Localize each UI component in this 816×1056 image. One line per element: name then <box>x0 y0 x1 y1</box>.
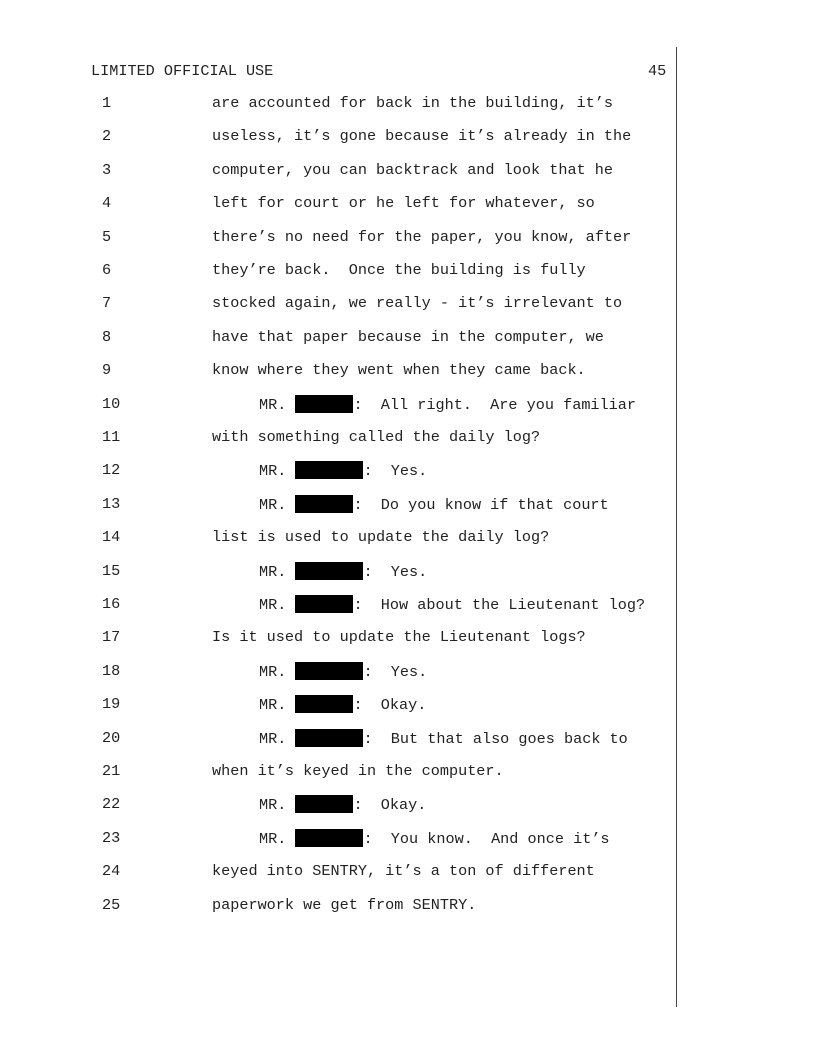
line-number: 1 <box>102 94 112 112</box>
transcript-line <box>0 261 676 281</box>
line-text: know where they went when they came back. <box>212 361 586 380</box>
line-number: 15 <box>102 561 121 580</box>
speech-text: : You know. And once it’s <box>363 829 610 848</box>
line-number: 11 <box>102 428 121 446</box>
transcript-line <box>0 595 676 615</box>
speaker-prefix: MR. <box>259 495 287 514</box>
transcript-line <box>0 228 676 248</box>
transcript-line <box>0 161 676 181</box>
line-number: 18 <box>102 661 121 680</box>
line-number: 9 <box>102 361 112 380</box>
speech-text: : Yes. <box>363 662 428 681</box>
line-number: 3 <box>102 160 112 179</box>
transcript-line <box>0 361 676 381</box>
line-text: left for court or he left for whatever, so <box>212 194 595 213</box>
transcript-line <box>0 862 676 882</box>
redacted-name <box>295 829 363 847</box>
transcript-line <box>0 528 676 548</box>
speaker-prefix: MR. <box>259 696 287 715</box>
speech-text: : Do you know if that court <box>353 495 609 514</box>
speaker-prefix: MR. <box>259 596 287 614</box>
line-text: are accounted for back in the building, it’s <box>212 94 614 112</box>
transcript-line <box>0 695 676 715</box>
redacted-name <box>295 795 353 813</box>
line-number: 13 <box>102 494 121 513</box>
line-text: list is used to update the daily log? <box>212 528 550 547</box>
speaker-prefix: MR. <box>259 729 287 748</box>
speaker-line <box>259 829 610 848</box>
redacted-name <box>295 395 353 413</box>
line-number: 22 <box>102 795 121 814</box>
speech-text: : Yes. <box>363 462 428 481</box>
redacted-name <box>295 662 363 680</box>
redacted-name <box>295 595 353 613</box>
speaker-prefix: MR. <box>259 662 287 681</box>
line-text: computer, you can backtrack and look that he <box>212 160 614 179</box>
classification-header: LIMITED OFFICIAL USE <box>91 62 274 80</box>
speech-text: : But that also goes back to <box>363 729 628 748</box>
transcript-line <box>0 495 676 515</box>
speaker-prefix: MR. <box>259 462 287 481</box>
line-number: 20 <box>102 728 121 747</box>
redacted-name <box>295 562 363 580</box>
speech-text: : Okay. <box>353 696 427 715</box>
line-number: 6 <box>102 261 112 279</box>
line-text: useless, it’s gone because it’s already in the <box>212 127 632 146</box>
speech-text: : All right. Are you familiar <box>353 395 637 414</box>
line-number: 16 <box>102 595 121 613</box>
speaker-line <box>259 562 427 581</box>
speaker-line <box>259 395 636 414</box>
redacted-name <box>295 729 363 747</box>
line-text: stocked again, we really - it’s irrelevant to <box>212 294 623 313</box>
line-number: 23 <box>102 828 121 847</box>
line-number: 2 <box>102 127 112 146</box>
speaker-prefix: MR. <box>259 562 287 581</box>
line-number: 7 <box>102 294 112 313</box>
transcript-line <box>0 127 676 147</box>
speaker-line <box>259 662 427 681</box>
line-text: keyed into SENTRY, it’s a ton of different <box>212 862 595 881</box>
transcript-line <box>0 428 676 448</box>
speaker-line <box>259 461 427 480</box>
transcript-line <box>0 562 676 582</box>
line-number: 14 <box>102 528 121 547</box>
redacted-name <box>295 461 363 479</box>
line-number: 24 <box>102 862 121 881</box>
speaker-line <box>259 495 609 514</box>
speaker-line <box>259 795 426 814</box>
transcript-line <box>0 729 676 749</box>
redacted-name <box>295 695 353 713</box>
line-text: when it’s keyed in the computer. <box>212 762 504 780</box>
line-number: 12 <box>102 461 121 480</box>
transcript-line <box>0 896 676 916</box>
transcript-line <box>0 795 676 815</box>
line-text: with something called the daily log? <box>212 428 541 446</box>
line-text: Is it used to update the Lieutenant logs? <box>212 628 586 647</box>
transcript-line <box>0 461 676 481</box>
line-number: 10 <box>102 394 121 413</box>
line-number: 5 <box>102 227 112 246</box>
speech-text: : Yes. <box>363 562 428 581</box>
speaker-prefix: MR. <box>259 829 287 848</box>
page-number: 45 <box>648 62 667 80</box>
transcript-line <box>0 328 676 348</box>
line-number: 21 <box>102 762 121 780</box>
transcript-line <box>0 628 676 648</box>
line-number: 17 <box>102 628 121 647</box>
transcript-line <box>0 194 676 214</box>
speaker-line <box>259 595 645 614</box>
right-margin-rule <box>676 47 677 1007</box>
line-number: 4 <box>102 194 112 213</box>
transcript-line <box>0 395 676 415</box>
transcript-line <box>0 294 676 314</box>
speech-text: : How about the Lieutenant log? <box>353 596 646 614</box>
line-text: there’s no need for the paper, you know, after <box>212 227 632 246</box>
line-text: they’re back. Once the building is fully <box>212 261 586 279</box>
line-number: 25 <box>102 895 121 914</box>
speaker-line <box>259 695 426 714</box>
speaker-prefix: MR. <box>259 796 287 815</box>
line-text: have that paper because in the computer, we <box>212 327 604 346</box>
line-number: 19 <box>102 695 121 714</box>
speaker-line <box>259 729 628 748</box>
speech-text: : Okay. <box>353 796 427 815</box>
speaker-prefix: MR. <box>259 395 287 414</box>
transcript-line <box>0 662 676 682</box>
line-number: 8 <box>102 327 112 346</box>
transcript-line <box>0 829 676 849</box>
transcript-line <box>0 762 676 782</box>
redacted-name <box>295 495 353 513</box>
transcript-line <box>0 94 676 114</box>
line-text: paperwork we get from SENTRY. <box>212 895 477 914</box>
